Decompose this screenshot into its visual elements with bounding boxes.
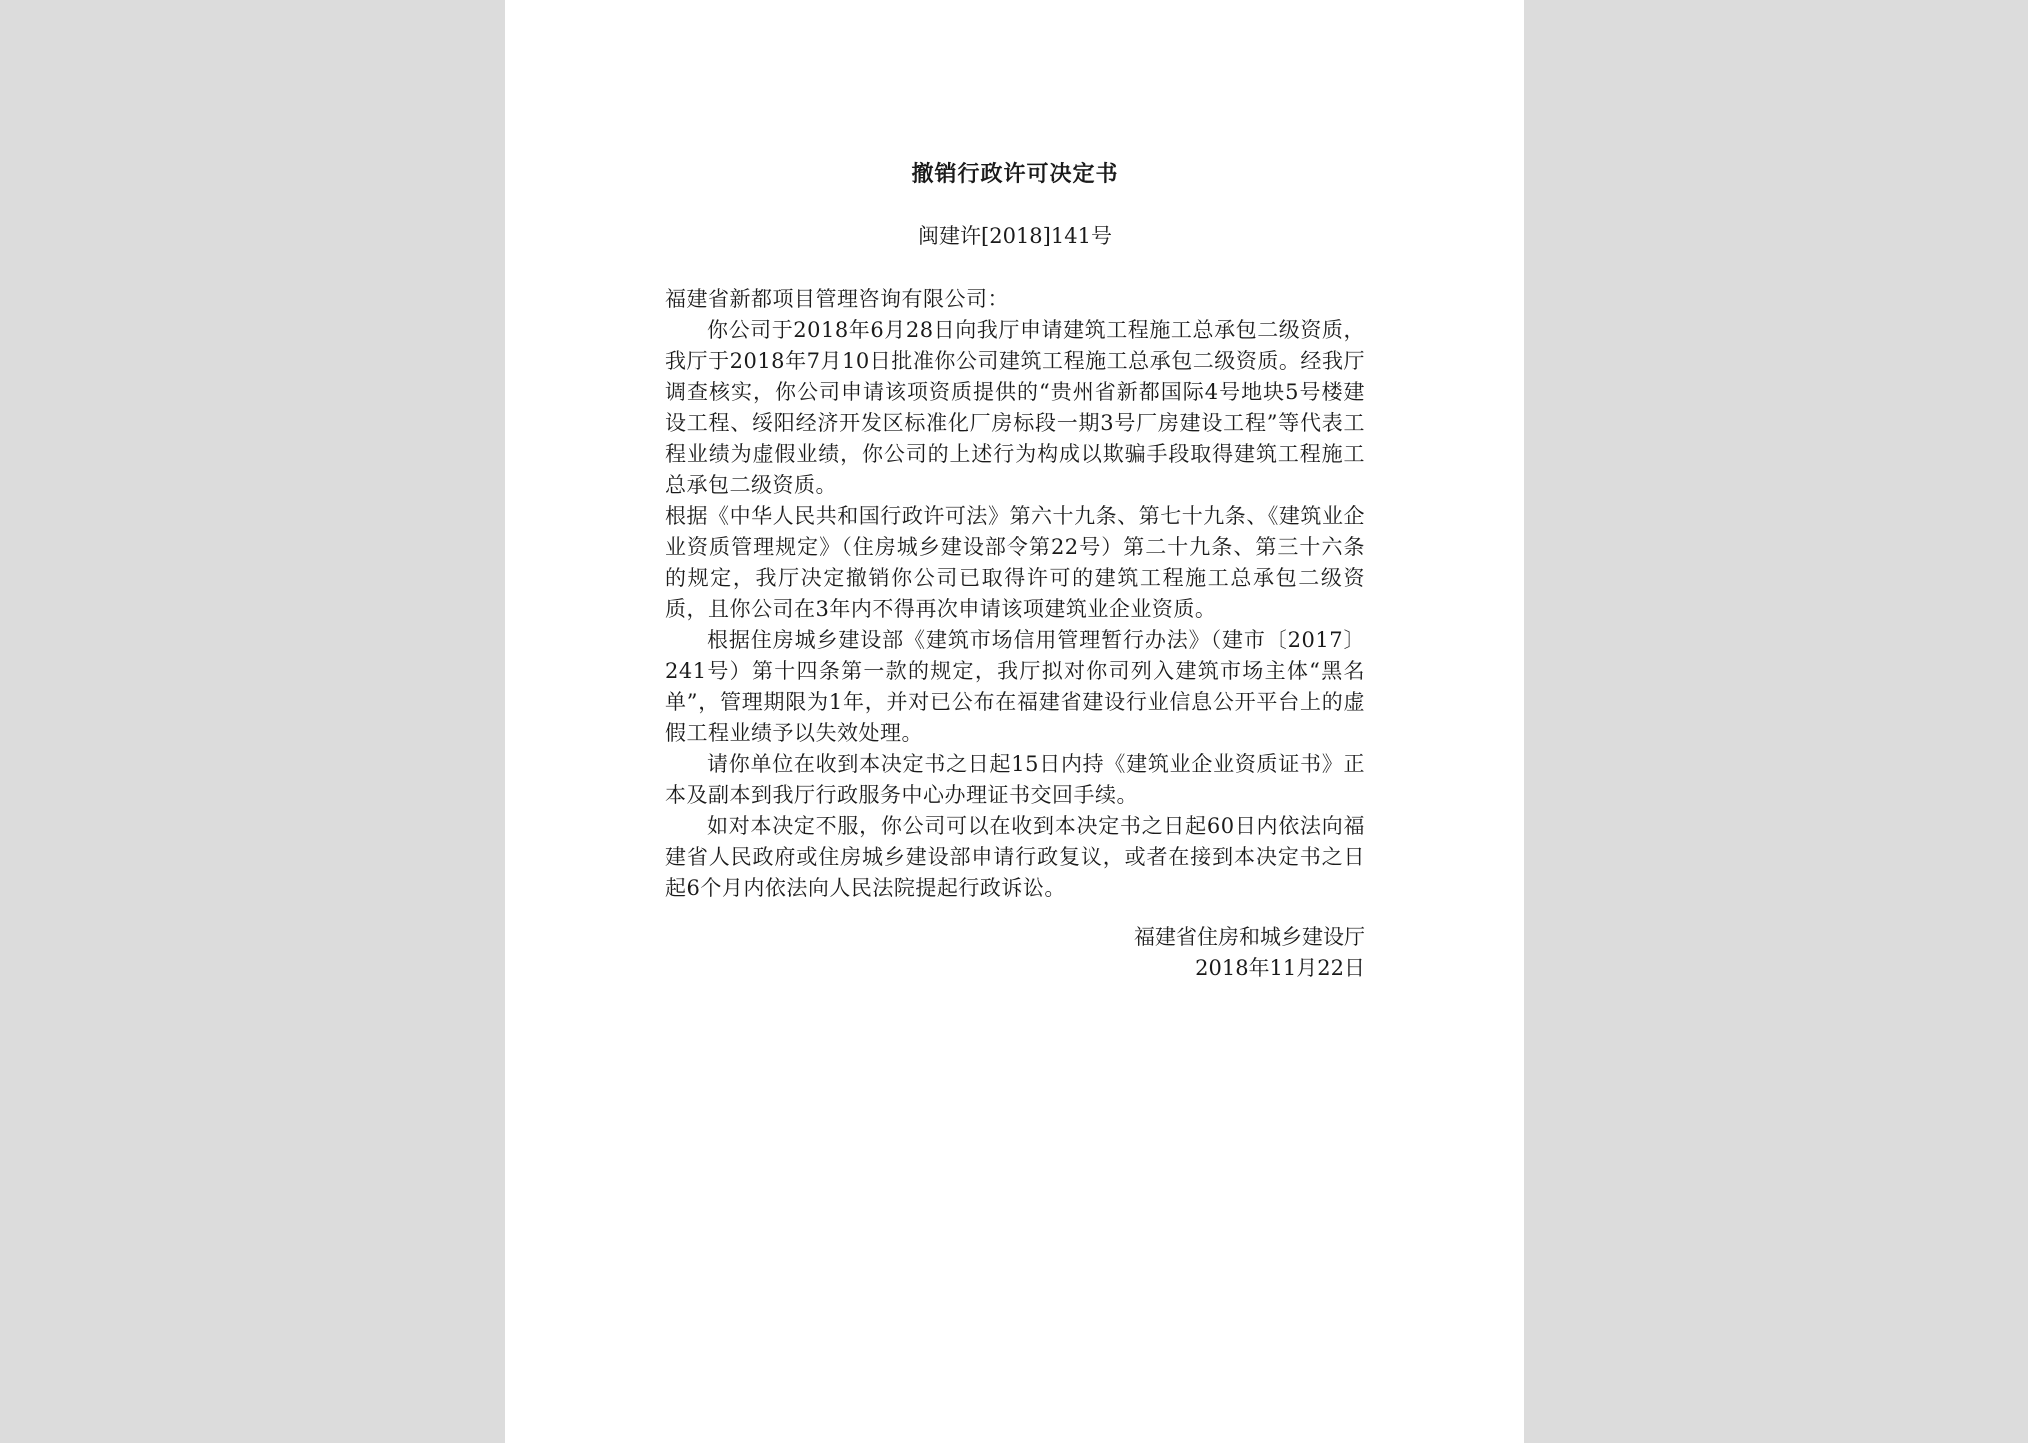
document-body (665, 284, 1365, 904)
paragraph-5: 如对本决定不服，你公司可以在收到本决定书之日起60日内依法向福建省人民政府或住房城乡建设部申请行政复议，或者在接到本决定书之日起6个月内依法向人民法院提起行政诉讼。 (665, 814, 1365, 900)
paragraph-2: 根据《中华人民共和国行政许可法》第六十九条、第七十九条、《建筑业企业资质管理规定》（住房城乡建设部令第22号）第二十九条、第三十六条的规定，我厅决定撤销你公司已取得许可的建筑工程施工总承包二级资质，且你公司在3年内不得再次申请该项建筑业企业资质。 (665, 504, 1365, 621)
signature-date: 2018年11月22日 (1195, 956, 1365, 980)
document-content (665, 150, 1365, 984)
document-title: 撤销行政许可决定书 (911, 161, 1119, 187)
paragraph-3: 根据住房城乡建设部《建筑市场信用管理暂行办法》（建市〔2017〕241号）第十四条第一款的规定，我厅拟对你司列入建筑市场主体“黑名单”，管理期限为1年，并对已公布在福建省建设行业信息公开平台上的虚假工程业绩予以失效处理。 (665, 628, 1365, 745)
signature-org: 福建省住房和城乡建设厅 (1134, 925, 1365, 949)
paragraph-1: 你公司于2018年6月28日向我厅申请建筑工程施工总承包二级资质，我厅于2018年7月10日批准你公司建筑工程施工总承包二级资质。经我厅调查核实，你公司申请该项资质提供的“贵州省新都国际4号地块5号楼建设工程、绥阳经济开发区标准化厂房标段一期3号厂房建设工程”等代表工程业绩为虚假业绩，你公司的上述行为构成以欺骗手段取得建筑工程施工总承包二级资质。 (665, 318, 1365, 497)
signature-block (665, 922, 1365, 984)
document-page (505, 0, 1524, 1443)
paragraph-4: 请你单位在收到本决定书之日起15日内持《建筑业企业资质证书》正本及副本到我厅行政服务中心办理证书交回手续。 (665, 752, 1365, 807)
document-number: 闽建许[2018]141号 (918, 224, 1112, 248)
addressee: 福建省新都项目管理咨询有限公司： (665, 287, 1009, 311)
